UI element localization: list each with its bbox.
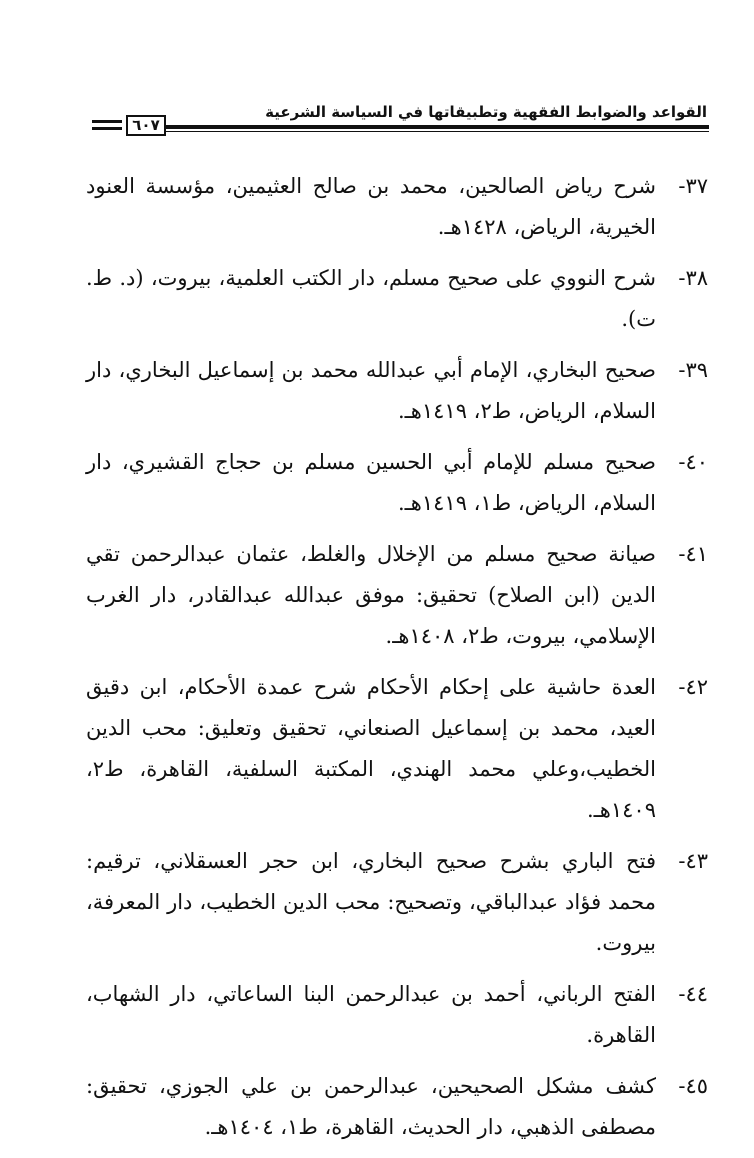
page-number: ٦٠٧ [126, 115, 166, 136]
header-ornament-rule [92, 127, 122, 130]
reference-number: ٤٢- [678, 675, 708, 699]
reference-item [86, 974, 708, 1056]
reference-item [86, 258, 708, 340]
reference-number: ٣٩- [678, 358, 708, 382]
reference-item [86, 442, 708, 524]
header-ornament-rule [92, 120, 122, 123]
reference-item [86, 166, 708, 248]
reference-number: ٤٣- [678, 849, 708, 873]
reference-number: ٣٧- [678, 174, 708, 198]
reference-item [86, 667, 708, 831]
reference-item [86, 841, 708, 964]
header-rule-thin [166, 131, 709, 132]
reference-item [86, 1066, 708, 1148]
reference-text: الفتح الرباني، أحمد بن عبدالرحمن البنا الساعاتي، دار الشهاب، القاهرة. [86, 982, 656, 1047]
reference-number: ٤٠- [678, 450, 708, 474]
reference-text: فتح الباري بشرح صحيح البخاري، ابن حجر العسقلاني، ترقيم: محمد فؤاد عبدالباقي، وتصحيح: محب الدين الخطيب، دار المعرفة، بيروت. [86, 849, 656, 955]
reference-text: كشف مشكل الصحيحين، عبدالرحمن بن علي الجوزي، تحقيق: مصطفى الذهبي، دار الحديث، القاهرة، ط١، ١٤٠٤هـ. [86, 1074, 656, 1139]
reference-number: ٣٨- [678, 266, 708, 290]
reference-text: صحيح مسلم للإمام أبي الحسين مسلم بن حجاج القشيري، دار السلام، الرياض، ط١، ١٤١٩هـ. [86, 450, 656, 515]
reference-number: ٤٤- [678, 982, 708, 1006]
header-rule [166, 125, 709, 129]
reference-number: ٤٥- [678, 1074, 708, 1098]
reference-text: صيانة صحيح مسلم من الإخلال والغلط، عثمان عبدالرحمن تقي الدين (ابن الصلاح) تحقيق: موفق عبدالله عبدالقادر، دار الغرب الإسلامي، بيروت، ط٢، ١٤٠٨هـ. [86, 542, 656, 648]
reference-text: شرح رياض الصالحين، محمد بن صالح العثيمين، مؤسسة العنود الخيرية، الرياض، ١٤٢٨هـ. [86, 174, 656, 239]
reference-item [86, 534, 708, 657]
reference-list [86, 166, 708, 1158]
reference-text: العدة حاشية على إحكام الأحكام شرح عمدة الأحكام، ابن دقيق العيد، محمد بن إسماعيل الصنعاني، تحقيق وتعليق: محب الدين الخطيب،وعلي محمد الهندي، المكتبة السلفية، القاهرة، ط٢، ١٤٠٩هـ. [86, 675, 656, 822]
reference-item [86, 350, 708, 432]
reference-text: صحيح البخاري، الإمام أبي عبدالله محمد بن إسماعيل البخاري، دار السلام، الرياض، ط٢، ١٤١٩هـ. [86, 358, 656, 423]
reference-number: ٤١- [678, 542, 708, 566]
reference-text: شرح النووي على صحيح مسلم، دار الكتب العلمية، بيروت، (د. ط. ت). [86, 266, 656, 331]
page-header [92, 103, 709, 137]
running-title: القواعد والضوابط الفقهية وتطبيقاتها في السياسة الشرعية [265, 103, 707, 121]
